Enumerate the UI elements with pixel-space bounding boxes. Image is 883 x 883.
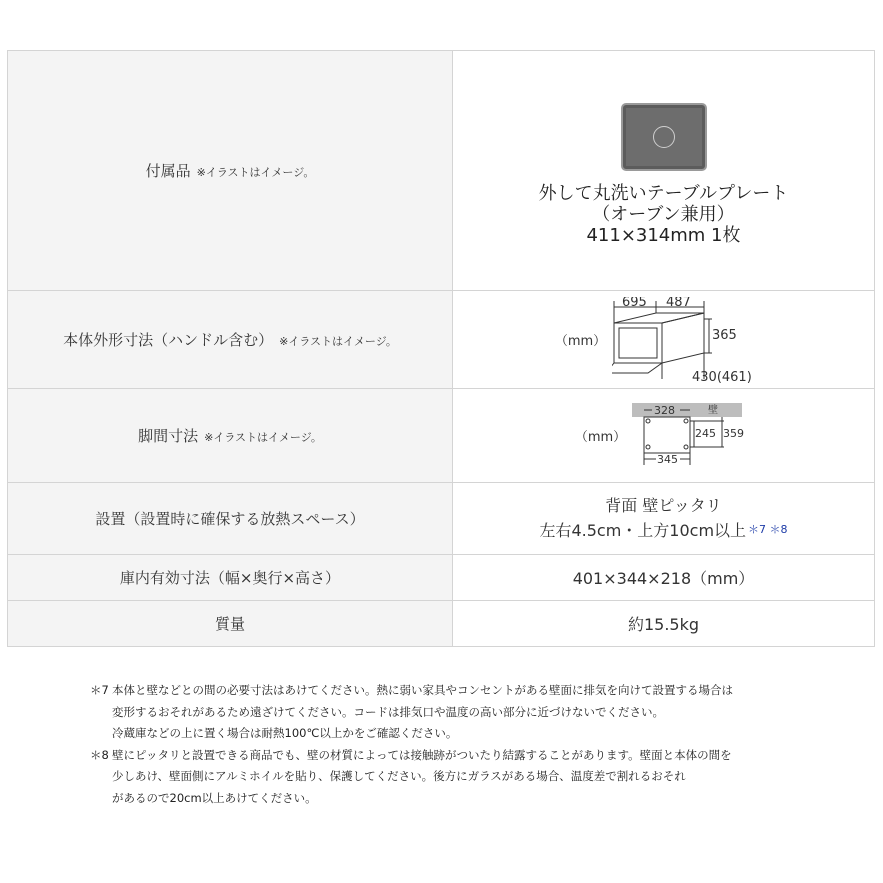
- table-plate-image: [621, 103, 707, 171]
- unit-label: （mm）: [554, 334, 607, 349]
- footnote-text: 変形するおそれがあるため遠ざけてください。コードは排気口や温度の高い部分に近づけないでください。: [112, 704, 664, 719]
- row-value: [453, 601, 875, 647]
- plate-ring-icon: [653, 126, 675, 148]
- footnote-text: 本体と壁などとの間の必要寸法はあけてください。熱に弱い家具やコンセントがある壁面に排気を向けて設置する場合は: [112, 683, 733, 697]
- unit-label: （mm）: [574, 430, 627, 445]
- spec-row-leg-spacing: [8, 389, 875, 483]
- row-label: [8, 601, 453, 647]
- leg-bottom-dim: 345: [657, 452, 679, 466]
- label-text: 付属品: [145, 162, 191, 180]
- row-value: [453, 483, 875, 555]
- row-value: [453, 51, 875, 291]
- label-note: ※イラストはイメージ。: [279, 335, 397, 348]
- label-text: 質量: [214, 615, 245, 633]
- footnote-ref: ＊7: [90, 683, 109, 697]
- value-line: 411×314mm 1枚: [586, 225, 741, 246]
- footnote-text: 少しあけ、壁面側にアルミホイルを貼り、保護してください。後方にガラスがある場合、温度差で割れるおそれ: [112, 769, 686, 783]
- spec-row-installation: [8, 483, 875, 555]
- label-text: 本体外形寸法（ハンドル含む）: [63, 331, 274, 349]
- label-text: 庫内有効寸法（幅×奥行×高さ）: [119, 569, 341, 587]
- footnote-text: 冷蔵庫などの上に置く場合は耐熱100℃以上かをご確認ください。: [112, 726, 458, 740]
- row-value: [453, 555, 875, 601]
- row-value: [453, 389, 875, 483]
- row-label: [8, 51, 453, 291]
- spec-row-interior-dimensions: [8, 555, 875, 601]
- spec-row-accessories: [8, 51, 875, 291]
- label-text: 設置（設置時に確保する放熱スペース）: [95, 510, 365, 528]
- row-value: [453, 291, 875, 389]
- wall-label: 壁: [708, 404, 719, 416]
- dim-height: 365: [712, 327, 737, 343]
- value-text: 401×344×218（mm）: [572, 569, 755, 588]
- footnotes: [90, 680, 733, 809]
- footnote-refs: ＊7 ＊8: [748, 523, 788, 536]
- label-text: 脚間寸法: [138, 427, 199, 445]
- value-line: （オーブン兼用）: [592, 204, 735, 225]
- footnote-text: があるので20cm以上あけてください。: [112, 790, 317, 805]
- dim-door: 430(461): [692, 369, 752, 383]
- oven-dimension-diagram: [612, 297, 772, 383]
- footnote-7: [90, 680, 733, 702]
- row-label: [8, 389, 453, 483]
- footnote-ref: ＊8: [90, 747, 109, 762]
- value-line: 左右4.5cm・上方10cm以上: [539, 521, 747, 540]
- label-note: ※イラストはイメージ。: [196, 166, 315, 179]
- footnote-text: 壁にピッタリと設置できる商品でも、壁の材質によっては接触跡がついたり結露することがあります。壁面と本体の間を: [112, 747, 732, 762]
- spec-row-weight: [8, 601, 875, 647]
- spec-table: [7, 50, 875, 647]
- value-line: 背面 壁ピッタリ: [605, 496, 722, 515]
- row-label: [8, 483, 453, 555]
- row-label: [8, 555, 453, 601]
- dim-depth: 487: [666, 296, 691, 310]
- dim-width: 695: [622, 296, 647, 310]
- leg-top-dim: 328: [654, 403, 676, 417]
- leg-spacing-diagram: [632, 401, 752, 471]
- footnote-8: [90, 745, 733, 767]
- row-label: [8, 291, 453, 389]
- leg-depth-2: 359: [723, 426, 745, 440]
- leg-depth-1: 245: [695, 426, 717, 440]
- label-note: ※イラストはイメージ。: [204, 431, 322, 444]
- spec-row-outer-dimensions: [8, 291, 875, 389]
- value-text: 約15.5kg: [627, 615, 700, 634]
- value-line: 外して丸洗いテーブルプレート: [538, 183, 789, 204]
